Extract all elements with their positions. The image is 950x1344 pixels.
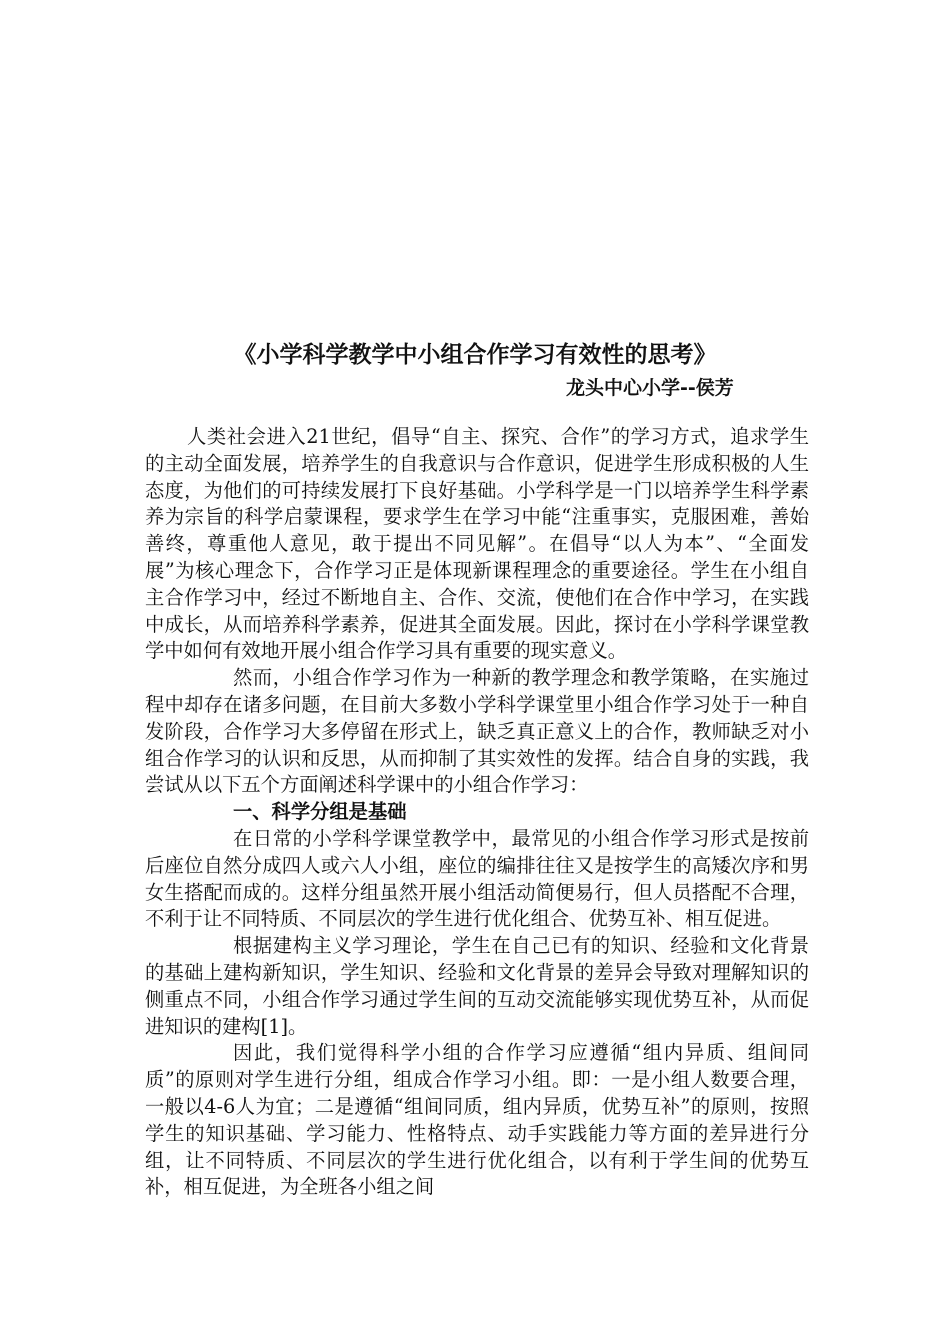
document-title: 《小学科学教学中小组合作学习有效性的思考》 (233, 342, 717, 368)
author-line: 龙头中心小学--侯芳 (566, 377, 734, 399)
paragraph-intro: 人类社会进入21世纪，倡导“自主、探究、合作”的学习方式，追求学生的主动全面发展，培养学生的自我意识与合作意识，促进学生形成积极的人生态度，为他们的可持续发展打下良好基础。小学科学是一门以培养学生科学素养为宗旨的科学启蒙课程，要求学生在学习中能“注重事实，克服困难，善始善终，尊重他人意见，敢于提出不同见解”。在倡导“以人为本”、“全面发展”为核心理念下，合作学习正是体现新课程理念的重要途径。学生在小组自主合作学习中，经过不断地自主、合作、交流，使他们在合作中学习，在实践中成长，从而培养科学素养，促进其全面发展。因此，探讨在小学科学课堂教学中如何有效地开展小组合作学习具有重要的现实意义。 (145, 425, 809, 663)
document-body (145, 424, 809, 1201)
paragraph-problems: 然而，小组合作学习作为一种新的教学理念和教学策略，在实施过程中却存在诸多问题，在目前大多数小学科学课堂里小组合作学习处于一种自发阶段，合作学习大多停留在形式上，缺乏真正意义上的合作，教师缺乏对小组合作学习的认识和反思，从而抑制了其实效性的发挥。结合自身的实践，我尝试从以下五个方面阐述科学课中的小组合作学习： (145, 666, 809, 797)
paragraph-grouping: 在日常的小学科学课堂教学中，最常见的小组合作学习形式是按前后座位自然分成四人或六人小组，座位的编排往往又是按学生的高矮次序和男女生搭配而成的。这样分组虽然开展小组活动简便易行，但人员搭配不合理，不利于让不同特质、不同层次的学生进行优化组合、优势互补、相互促进。 (145, 826, 809, 931)
paragraph-constructivism: 根据建构主义学习理论，学生在自己已有的知识、经验和文化背景的基础上建构新知识，学生知识、经验和文化背景的差异会导致对理解知识的侧重点不同，小组合作学习通过学生间的互动交流能够实现优势互补，从而促进知识的建构[1]。 (145, 934, 809, 1038)
paragraph-principle: 因此，我们觉得科学小组的合作学习应遵循“组内异质、组间同质”的原则对学生进行分组，组成合作学习小组。即：一是小组人数要合理，一般以4-6人为宜；二是遵循“组间同质，组内异质，优势互补”的原则，按照学生的知识基础、学习能力、性格特点、动手实践能力等方面的差异进行分组，让不同特质、不同层次的学生进行优化组合，以有利于学生间的优势互补，相互促进，为全班各小组之间 (145, 1041, 809, 1199)
section-heading: 一、科学分组是基础 (233, 800, 407, 824)
